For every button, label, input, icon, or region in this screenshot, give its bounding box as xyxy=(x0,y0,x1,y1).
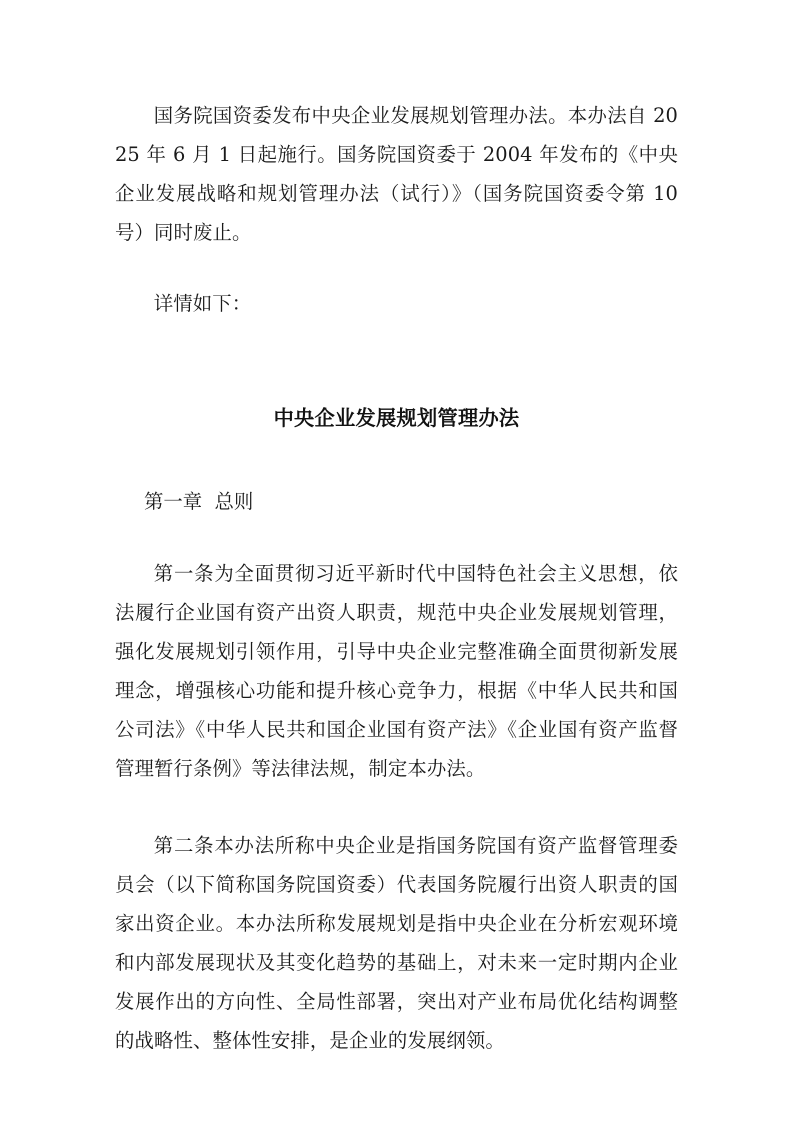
announcement-paragraph: 国务院国资委发布中央企业发展规划管理办法。本办法自 2025 年 6 月 1 日起施行。国务院国资委于 2004 年发布的《中央企业发展战略和规划管理办法（试行）》（国务院国资委令第 10 号）同时废止。 xyxy=(115,104,678,244)
chapter-one-heading: 第一章 总则 xyxy=(144,490,254,513)
details-lead-in: 详情如下： xyxy=(153,292,252,315)
article-one-paragraph: 第一条为全面贯彻习近平新时代中国特色社会主义思想，依法履行企业国有资产出资人职责，规范中央企业发展规划管理，强化发展规划引领作用，引导中央企业完整准确全面贯彻新发展理念，增强核心功能和提升核心竞争力，根据《中华人民共和国公司法》《中华人民共和国企业国有资产法》《企业国有资产监督管理暂行条例》等法律法规，制定本办法。 xyxy=(115,562,678,780)
title-bottom-spacer xyxy=(115,438,678,482)
document-title: 中央企业发展规划管理办法 xyxy=(273,406,520,430)
document-body xyxy=(115,96,678,1092)
title-top-spacer xyxy=(115,355,678,399)
article-two-paragraph: 第二条本办法所称中央企业是指国务院国有资产监督管理委员会（以下简称国务院国资委）代表国务院履行出资人职责的国家出资企业。本办法所称发展规划是指中央企业在分析宏观环境和内部发展现状及其变化趋势的基础上，对未来一定时期内企业发展作出的方向性、全局性部署，突出对产业布局优化结构调整的战略性、整体性安排，是企业的发展纲领。 xyxy=(115,834,678,1052)
